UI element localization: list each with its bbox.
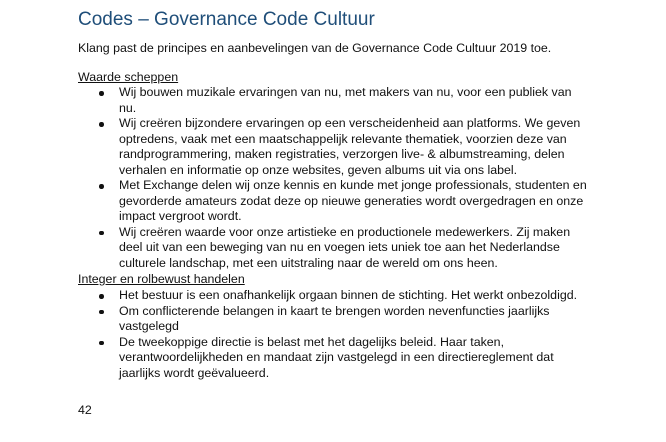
bullet-icon bbox=[99, 184, 104, 189]
page-number: 42 bbox=[78, 403, 92, 417]
section-heading-integer-handelen: Integer en rolbewust handelen bbox=[78, 272, 245, 286]
list-item bbox=[0, 288, 589, 304]
bullet-icon bbox=[99, 341, 104, 346]
bullet-icon bbox=[99, 91, 104, 96]
list-item-text: Wij creëren bijzondere ervaringen op een verscheidenheid aan platforms. We geven optredens, vaak met een maatschappelijk relevante thematiek, voorzien deze van randprogrammering, maken registraties, verzorgen live- & albumstreaming, delen verhalen en informatie op onze websites, geven albums uit via ons label. bbox=[119, 116, 581, 177]
list-item-text: De tweekoppige directie is belast met het dagelijks beleid. Haar taken, verantwoordelijkheden en mandaat zijn vastgelegd in een directiereglement dat jaarlijks wordt geëvalueerd. bbox=[119, 334, 554, 380]
list-item-text: Het bestuur is een onafhankelijk orgaan binnen de stichting. Het werkt onbezoldigd. bbox=[119, 288, 578, 302]
list-item-text: Om conflicterende belangen in kaart te brengen worden nevenfuncties jaarlijks vastgelegd bbox=[119, 303, 550, 333]
bullet-icon bbox=[99, 122, 104, 127]
list-item-text: Met Exchange delen wij onze kennis en kunde met jonge professionals, studenten en gevorderde amateurs zodat deze op nieuwe generaties wordt overgedragen en onze impact vergroot wordt. bbox=[119, 178, 587, 223]
list-item bbox=[0, 178, 589, 225]
bullet-list-waarde-scheppen bbox=[0, 85, 666, 271]
list-item bbox=[0, 85, 589, 116]
bullet-icon bbox=[99, 231, 104, 236]
list-item bbox=[0, 116, 589, 178]
section-heading-waarde-scheppen: Waarde scheppen bbox=[78, 70, 179, 84]
bullet-icon bbox=[99, 310, 104, 315]
list-item bbox=[0, 335, 589, 382]
list-item-text: Wij bouwen muzikale ervaringen van nu, met makers van nu, voor een publiek van nu. bbox=[119, 85, 572, 115]
intro-paragraph: Klang past de principes en aanbevelingen van de Governance Code Cultuur 2019 toe. bbox=[78, 41, 552, 55]
page-title: Codes – Governance Code Cultuur bbox=[78, 9, 375, 30]
list-item bbox=[0, 304, 589, 335]
list-item bbox=[0, 225, 589, 272]
bullet-icon bbox=[99, 294, 104, 299]
list-item-text: Wij creëren waarde voor onze artistieke en productionele medewerkers. Zij maken deel uit van een beweging van nu en voegen iets uniek toe aan het Nederlandse culturele landschap, met een uitstraling naar de wereld om ons heen. bbox=[119, 224, 571, 270]
bullet-list-integer-handelen bbox=[0, 288, 666, 381]
